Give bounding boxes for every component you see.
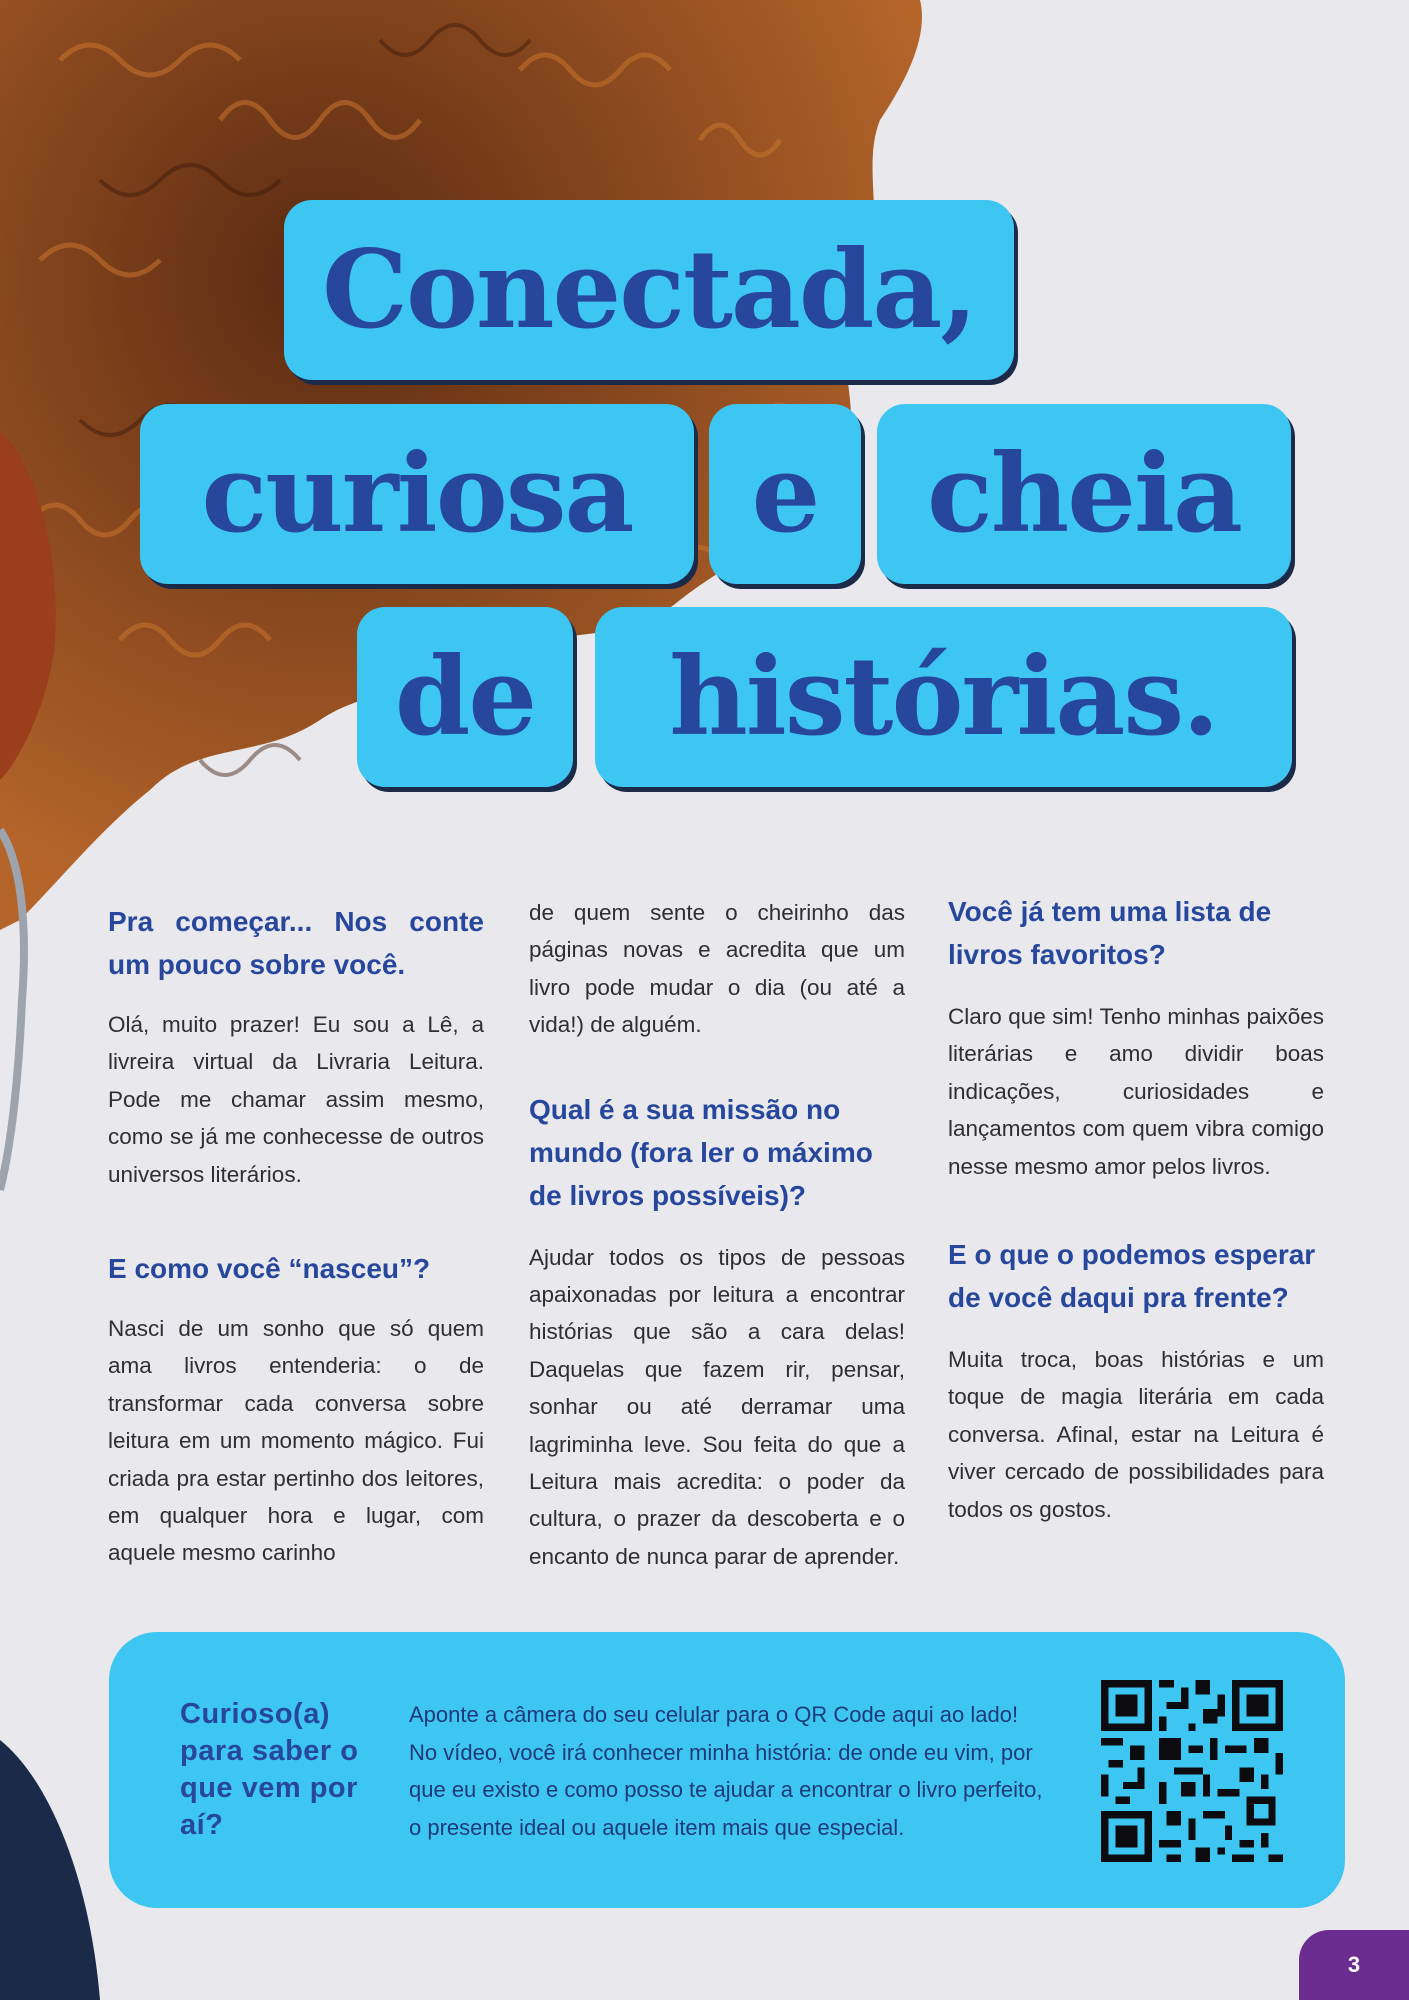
- answer-how-born: Nasci de um sonho que só quem ama livros entenderia: o de transformar cada conversa sobre leitura em um momento mágico. Fui criada pra estar pertinho dos leitores, em qualquer hora e lugar, com aquele mesmo carinho: [108, 1316, 484, 1566]
- answer-favorite-books: Claro que sim! Tenho minhas paixões literárias e amo dividir boas indicações, curiosidades e lançamentos com quem vibra comigo nesse mesmo amor pelos livros.: [948, 1004, 1324, 1179]
- question-favorite-books: Você já tem uma lista de livros favoritos?: [948, 896, 1272, 970]
- question-how-born: E como você “nasceu”?: [108, 1253, 431, 1285]
- title-word-de: de: [357, 607, 573, 787]
- answer-about-you: Olá, muito prazer! Eu sou a Lê, a livreira virtual da Livraria Leitura. Pode me chamar assim mesmo, como se já me conhecesse de outros universos literários.: [108, 1012, 484, 1187]
- answer-how-born-continued: de quem sente o cheirinho das páginas novas e acredita que um livro pode mudar o dia (ou até a vida!) de alguém.: [529, 900, 905, 1038]
- question-about-you: Pra começar... Nos conte um pouco sobre você.: [108, 906, 484, 980]
- qr-callout-box: [109, 1632, 1345, 1908]
- title-word-historias: histórias.: [595, 607, 1292, 787]
- callout-question: Curioso(a) para saber o que vem por aí?: [180, 1698, 359, 1841]
- column-2: [529, 894, 905, 1575]
- page-number: 3: [1299, 1930, 1409, 2000]
- title-word-cheia: cheia: [877, 404, 1291, 584]
- column-3: [948, 890, 1324, 1528]
- title-word-curiosa: curiosa: [140, 404, 694, 584]
- title-word-e: e: [709, 404, 861, 584]
- question-what-to-expect: E o que o podemos esperar de você daqui pra frente?: [948, 1239, 1316, 1314]
- answer-mission: Ajudar todos os tipos de pessoas apaixonadas por leitura a encontrar histórias que são a cara delas! Daquelas que fazem rir, pensar, sonhar ou até derramar uma lagriminha leve. Sou feita do que a Leitura mais acredita: o poder da cultura, o prazer da descoberta e o encanto de nunca parar de aprender.: [529, 1244, 905, 1569]
- callout-text: Aponte a câmera do seu celular para o QR Code aqui ao lado! No vídeo, você irá conhecer minha história: de onde eu vim, por que eu existo e como posso te ajudar a encontrar o livro perfeito, o presente ideal ou aquele item mais que especial.: [409, 1702, 1043, 1840]
- answer-what-to-expect: Muita troca, boas histórias e um toque de magia literária em cada conversa. Afinal, estar na Leitura é viver cercado de possibilidades para todos os gostos.: [948, 1347, 1324, 1522]
- title-word-conectada: Conectada,: [284, 200, 1014, 380]
- column-1: [108, 900, 484, 1572]
- question-mission: Qual é a sua missão no mundo (fora ler o máximo de livros possíveis)?: [529, 1093, 873, 1211]
- qr-code-icon[interactable]: [1101, 1680, 1283, 1862]
